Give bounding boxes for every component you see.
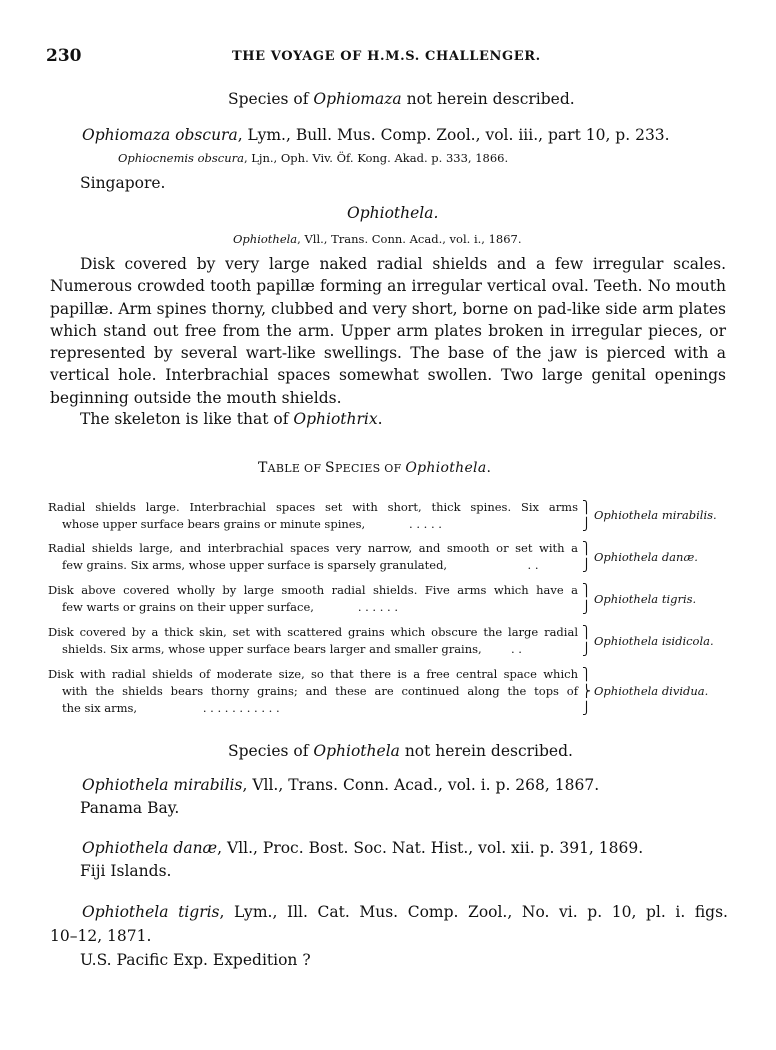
row-description-line: Disk with radial shields of moderate size, so that there is a free central space which [48, 667, 578, 681]
row-description-line: Radial shields large. Interbrachial spaces set with short, thick spines. Six arms [48, 500, 578, 514]
table-row [48, 499, 748, 535]
brace-icon: ⎫ ⎭ [582, 625, 591, 656]
table-row [48, 624, 748, 660]
row-species-name: Ophiothela dividua. [594, 684, 709, 698]
row-description-line: whose upper surface bears grains or minute spines, [62, 517, 366, 531]
tigris-reference: Ophiothela tigris, Lym., Ill. Cat. Mus. Comp. Zool., No. vi. p. 10, pl. i. figs. [82, 903, 728, 921]
table-row [48, 582, 748, 618]
row-description-line: with the shields bears thorny grains; and these are continued along the tops of [62, 684, 578, 698]
leader-dots: . . . . . . . . . . . [202, 701, 280, 715]
row-description-line: the six arms, [62, 701, 138, 715]
brace-icon: ⎫ ⎭ [582, 541, 591, 572]
ophiomaza-locality: Singapore. [80, 174, 166, 192]
brace-icon: ⎫ ⎬ ⎭ [582, 667, 591, 715]
species-table-title: TABLE OF SPECIES OF Ophiothela. [258, 460, 492, 476]
ophiothela-description: Disk covered by very large naked radial shields and a few irregular scales. Numerous crowded tooth papillæ forming an irregular vertical oval. Teeth. No mouth papillæ. Arm spines thorny, clubbed and very short, borne on pad-like side arm plates which stand out free from the arm. Upper arm plates broken in irregular pieces, or represented by several wart-like swellings. The base of the jaw is pierced with a vertical hole. Interbrachial spaces somewhat swollen. Two large genital openings beginning outside the mouth shields. [50, 255, 726, 407]
row-description-line: Radial shields large, and interbrachial spaces very narrow, and smooth or set with a [48, 541, 578, 555]
tigris-reference-continued: 10–12, 1871. [50, 927, 152, 945]
ophiomaza-reference: Ophiomaza obscura, Lym., Bull. Mus. Comp. Zool., vol. iii., part 10, p. 233. [82, 126, 670, 144]
leader-dots: . . [510, 642, 522, 656]
skeleton-note: The skeleton is like that of Ophiothrix. [80, 410, 383, 428]
leader-dots: . . [527, 558, 539, 572]
mirabilis-reference: Ophiothela mirabilis, Vll., Trans. Conn. Acad., vol. i. p. 268, 1867. [82, 776, 600, 794]
row-species-name: Ophiothela tigris. [594, 592, 697, 606]
row-species-name: Ophiothela isidicola. [594, 634, 714, 648]
ophiothela-genus-reference: Ophiothela, Vll., Trans. Conn. Acad., vol. i., 1867. [233, 232, 522, 246]
tigris-locality: U.S. Pacific Exp. Expedition ? [80, 951, 311, 969]
danae-reference: Ophiothela danæ, Vll., Proc. Bost. Soc. Nat. Hist., vol. xii. p. 391, 1869. [82, 839, 644, 857]
running-title: THE VOYAGE OF H.M.S. CHALLENGER. [232, 49, 541, 64]
row-species-name: Ophiothela danæ. [594, 550, 698, 564]
table-row [48, 666, 748, 720]
ophiomaza-heading: Species of Ophiomaza not herein described. [228, 90, 575, 108]
ophiothela-genus-heading: Ophiothela. [347, 204, 439, 222]
row-description-line: Disk above covered wholly by large smooth radial shields. Five arms which have a [48, 583, 578, 597]
brace-icon: ⎫ ⎭ [582, 583, 591, 614]
page-number: 230 [46, 46, 82, 66]
ophiothela-not-described-heading: Species of Ophiothela not herein described. [228, 742, 573, 760]
row-description-line: few grains. Six arms, whose upper surface is sparsely granulated, [62, 558, 448, 572]
leader-dots: . . . . . [409, 517, 442, 531]
brace-icon: ⎫ ⎭ [582, 500, 591, 531]
table-row [48, 540, 748, 576]
ophiomaza-synonym: Ophiocnemis obscura, Ljn., Oph. Viv. Öf. Kong. Akad. p. 333, 1866. [118, 151, 509, 165]
mirabilis-locality: Panama Bay. [80, 799, 180, 817]
row-description-line: shields. Six arms, whose upper surface bears larger and smaller grains, [62, 642, 482, 656]
leader-dots: . . . . . . [357, 600, 399, 614]
row-description-line: few warts or grains on their upper surface, [62, 600, 314, 614]
row-description-line: Disk covered by a thick skin, set with scattered grains which obscure the large radial [48, 625, 578, 639]
danae-locality: Fiji Islands. [80, 862, 172, 880]
row-species-name: Ophiothela mirabilis. [594, 508, 717, 522]
